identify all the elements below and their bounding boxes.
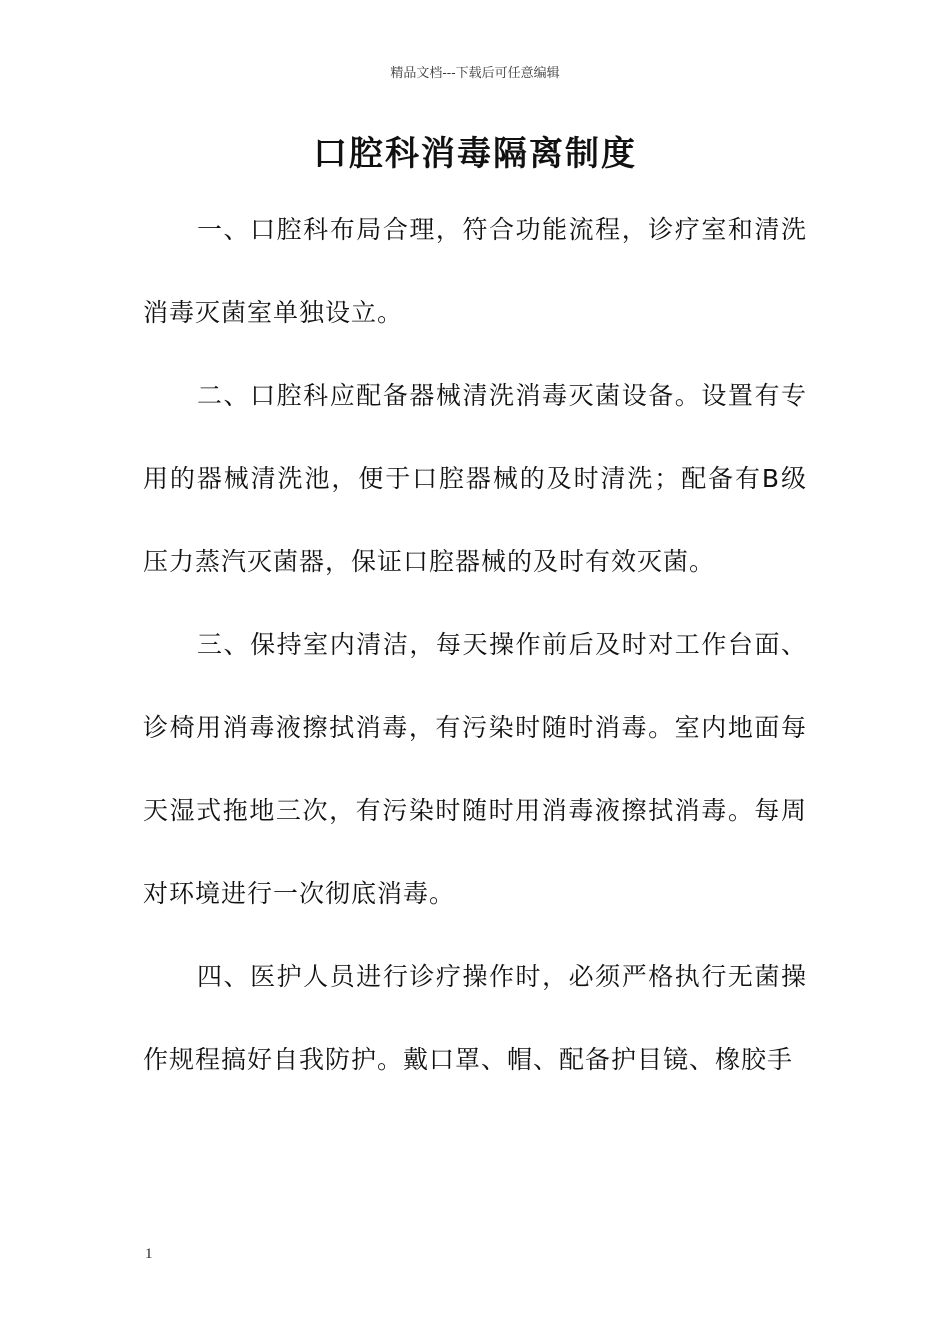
page-number: 1: [145, 1246, 153, 1262]
paragraph-4: 四、医护人员进行诊疗操作时，必须严格执行无菌操作规程搞好自我防护。戴口罩、帽、配备护目镜、橡胶手: [143, 962, 807, 1074]
document-title: 口腔科消毒隔离制度: [313, 134, 637, 174]
paragraph-1: 一、口腔科布局合理，符合功能流程，诊疗室和清洗消毒灭菌室单独设立。: [143, 215, 807, 327]
header-note: 精品文档---下载后可任意编辑: [390, 66, 560, 81]
paragraph-3: 三、保持室内清洁，每天操作前后及时对工作台面、诊椅用消毒液擦拭消毒，有污染时随时消毒。室内地面每天湿式拖地三次，有污染时随时用消毒液擦拭消毒。每周对环境进行一次彻底消毒。: [143, 630, 807, 908]
paragraph-2: 二、口腔科应配备器械清洗消毒灭菌设备。设置有专用的器械清洗池，便于口腔器械的及时清洗；配备有B级压力蒸汽灭菌器，保证口腔器械的及时有效灭菌。: [143, 381, 807, 576]
document-body: [143, 188, 807, 1101]
